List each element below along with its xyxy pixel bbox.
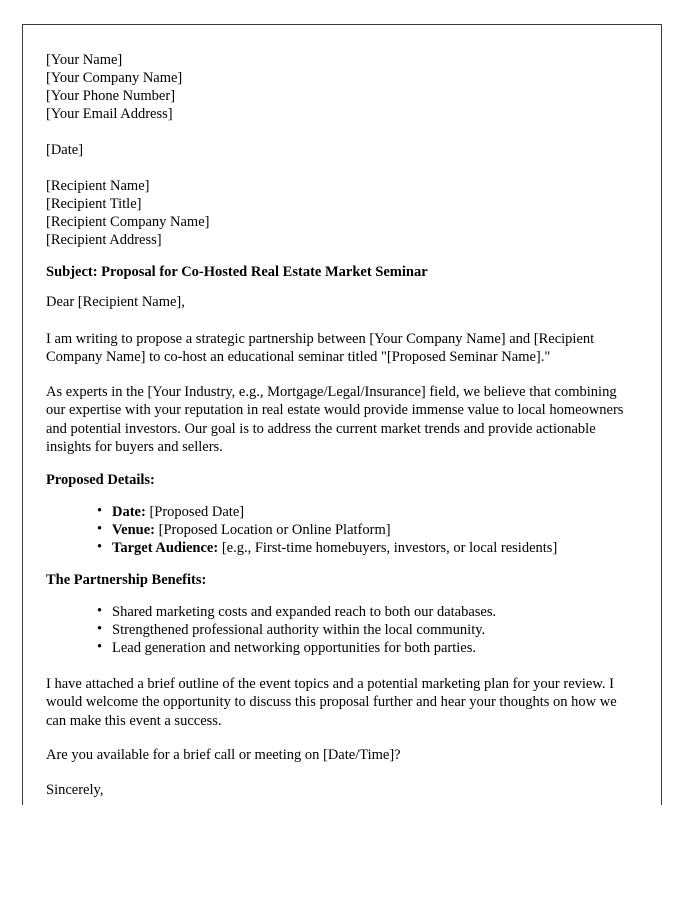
spacer [46, 457, 631, 471]
detail-label: Target Audience: [112, 539, 219, 556]
detail-label: Venue: [112, 521, 155, 538]
spacer [46, 281, 631, 293]
recipient-address: [Recipient Address] [46, 232, 162, 248]
salutation: Dear [Recipient Name], [46, 294, 185, 310]
detail-value: [Proposed Location or Online Platform] [158, 521, 391, 538]
spacer [46, 123, 631, 141]
sender-email: [Your Email Address] [46, 106, 173, 122]
detail-value: [Proposed Date] [149, 503, 245, 520]
recipient-title: [Recipient Title] [46, 196, 142, 212]
subject-line: Subject: Proposal for Co-Hosted Real Estate Market Seminar [46, 264, 428, 280]
list-item [46, 539, 631, 557]
body-paragraph-2: As experts in the [Your Industry, e.g., Mortgage/Legal/Insurance] field, we believe that combining our expertise with your reputation in real estate would provide immense value to local homeowners and potential investors. Our goal is to address the current market trends and provide actionable insights for buyers and sellers. [46, 383, 624, 455]
closing-line: Sincerely, [46, 781, 104, 798]
body-paragraph-3: I have attached a brief outline of the event topics and a potential marketing plan for your review. I would welcome the opportunity to discuss this proposal further and hear your thoughts on how we can make this event a success. [46, 675, 617, 729]
sender-address-block [46, 51, 631, 123]
document-page [22, 24, 662, 805]
spacer [46, 489, 631, 503]
list-item [46, 521, 631, 539]
list-item: • Lead generation and networking opportunities for both parties. [46, 639, 631, 657]
spacer [46, 557, 631, 571]
spacer [46, 657, 631, 675]
spacer [46, 765, 631, 781]
proposed-details-list [46, 503, 631, 557]
spacer [46, 589, 631, 603]
spacer [46, 159, 631, 177]
letter-body [23, 25, 661, 798]
sender-name: [Your Name] [46, 52, 123, 68]
list-item: • Strengthened professional authority within the local community. [46, 621, 631, 639]
partnership-benefits-list [46, 603, 631, 657]
list-item: • Shared marketing costs and expanded reach to both our databases. [46, 603, 631, 621]
detail-label: Date: [112, 503, 146, 520]
body-paragraph-1: I am writing to propose a strategic partnership between [Your Company Name] and [Recipient Company Name] to co-host an educational seminar titled "[Proposed Seminar Name]." [46, 330, 595, 365]
date-line: [Date] [46, 142, 84, 158]
list-item [46, 503, 631, 521]
spacer [46, 730, 631, 746]
partnership-benefits-heading: The Partnership Benefits: [46, 571, 207, 588]
proposed-details-heading: Proposed Details: [46, 471, 155, 488]
spacer [46, 312, 631, 330]
body-paragraph-4: Are you available for a brief call or meeting on [Date/Time]? [46, 747, 401, 763]
recipient-address-block [46, 177, 631, 249]
spacer [46, 249, 631, 263]
sender-company: [Your Company Name] [46, 70, 183, 86]
sender-phone: [Your Phone Number] [46, 88, 176, 104]
recipient-name: [Recipient Name] [46, 178, 150, 194]
spacer [46, 367, 631, 383]
detail-value: [e.g., First-time homebuyers, investors, or local residents] [221, 539, 558, 556]
recipient-company: [Recipient Company Name] [46, 214, 210, 230]
